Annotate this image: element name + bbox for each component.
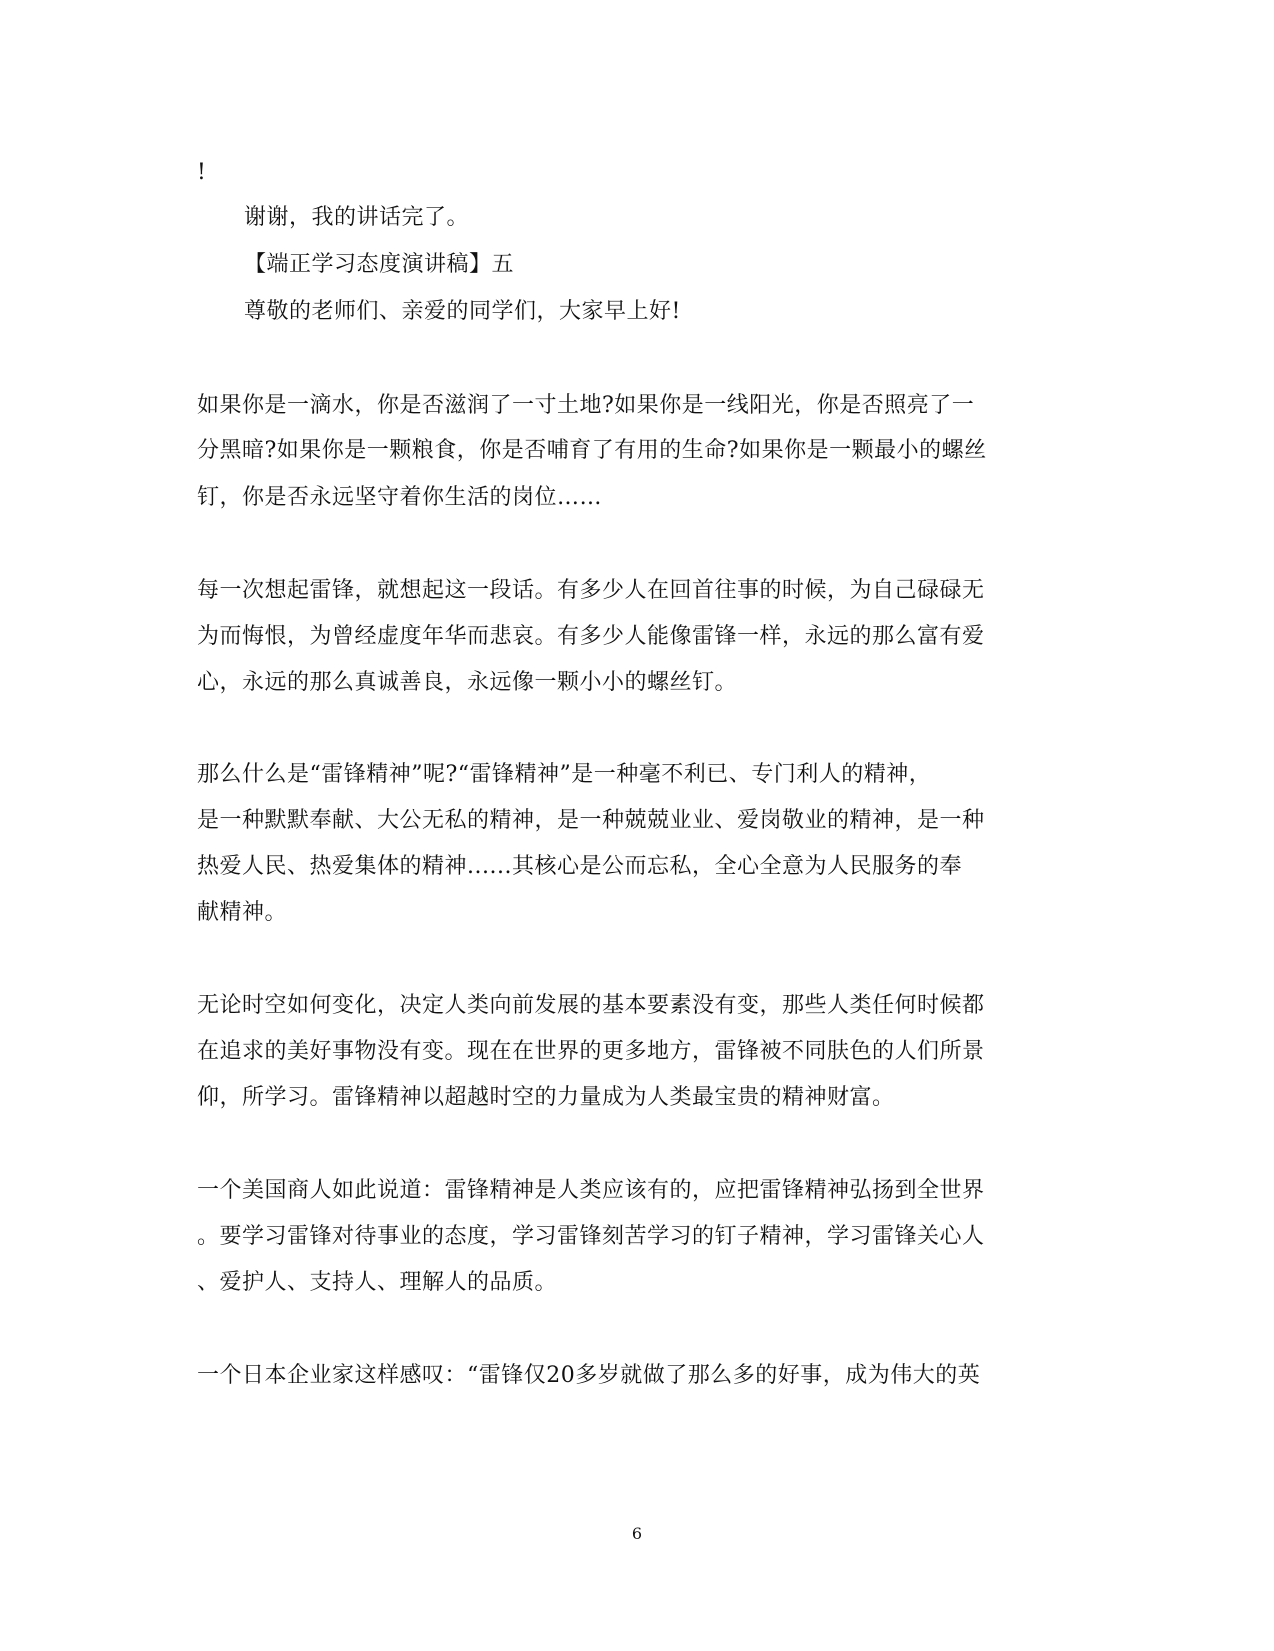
paragraph-line: 仰，所学习。雷锋精神以超越时空的力量成为人类最宝贵的精神财富。 xyxy=(197,1085,895,1110)
page-number: 6 xyxy=(631,1524,643,1543)
paragraph-line: 钉，你是否永远坚守着你生活的岗位…… xyxy=(197,485,603,510)
paragraph-line: 、爱护人、支持人、理解人的品质。 xyxy=(197,1270,558,1295)
paragraph-line: 是一种默默奉献、大公无私的精神，是一种兢兢业业、爱岗敬业的精神，是一种 xyxy=(197,808,985,833)
paragraph-line: 热爱人民、热爱集体的精神......其核心是公而忘私，全心全意为人民服务的奉 xyxy=(197,854,962,879)
section-heading: 【端正学习态度演讲稿】五 xyxy=(244,252,515,277)
text-line: ! xyxy=(197,160,207,185)
paragraph-line: 。要学习雷锋对待事业的态度，学习雷锋刻苦学习的钉子精神，学习雷锋关心人 xyxy=(197,1224,985,1249)
paragraph-line: 每一次想起雷锋，就想起这一段话。有多少人在回首往事的时候，为自己碌碌无 xyxy=(197,578,985,603)
paragraph-line: 一个日本企业家这样感叹：“雷锋仅20多岁就做了那么多的好事，成为伟大的英 xyxy=(197,1363,981,1388)
paragraph-line: 那么什么是“雷锋精神”呢?“雷锋精神”是一种毫不利已、专门利人的精神， xyxy=(197,762,932,787)
paragraph-line: 分黑暗?如果你是一颗粮食，你是否哺育了有用的生命?如果你是一颗最小的螺丝 xyxy=(197,438,987,463)
text-line: 谢谢，我的讲话完了。 xyxy=(244,205,470,230)
paragraph-line: 心，永远的那么真诚善良，永远像一颗小小的螺丝钉。 xyxy=(197,670,738,695)
paragraph-line: 为而悔恨，为曾经虚度年华而悲哀。有多少人能像雷锋一样，永远的那么富有爱 xyxy=(197,624,985,649)
greeting-line: 尊敬的老师们、亲爱的同学们，大家早上好! xyxy=(244,299,681,324)
paragraph-line: 无论时空如何变化，决定人类向前发展的基本要素没有变，那些人类任何时候都 xyxy=(197,993,985,1018)
paragraph-line: 如果你是一滴水，你是否滋润了一寸土地?如果你是一线阳光，你是否照亮了一 xyxy=(197,393,975,418)
paragraph-line: 一个美国商人如此说道：雷锋精神是人类应该有的，应把雷锋精神弘扬到全世界 xyxy=(197,1178,985,1203)
paragraph-line: 献精神。 xyxy=(197,900,288,925)
paragraph-line: 在追求的美好事物没有变。现在在世界的更多地方，雷锋被不同肤色的人们所景 xyxy=(197,1039,985,1064)
